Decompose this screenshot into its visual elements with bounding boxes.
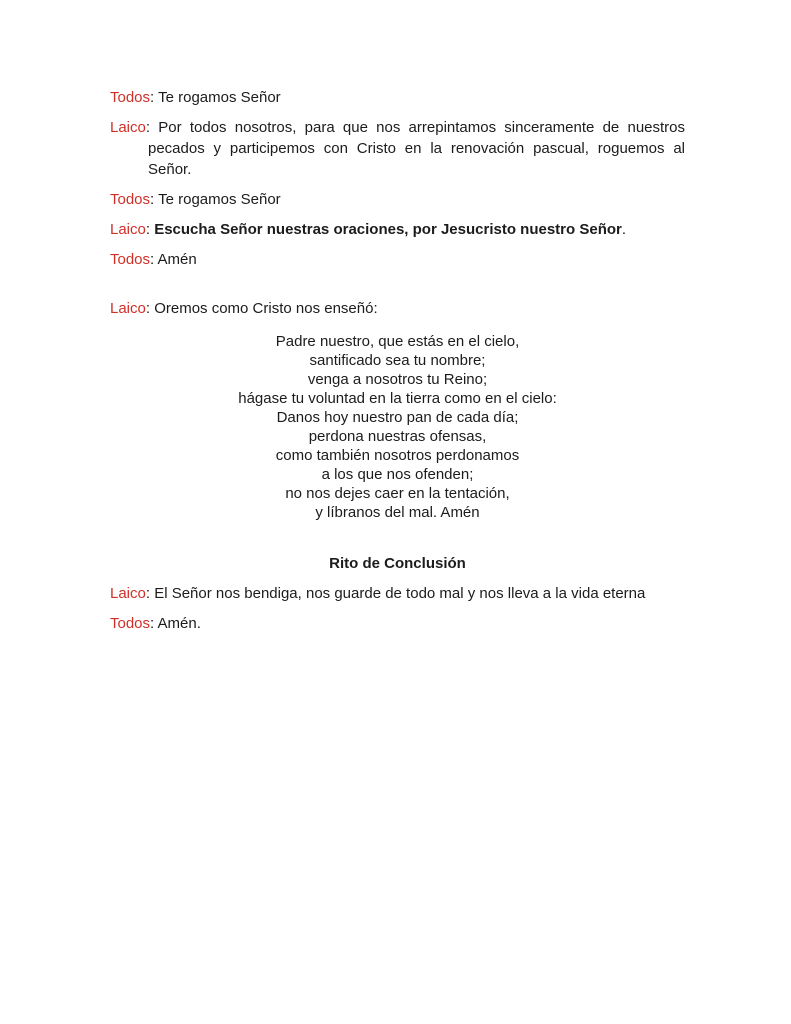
dialogue-line — [110, 117, 685, 180]
prayer-line: a los que nos ofenden; — [321, 466, 474, 483]
dialogue-text: Amén. — [157, 615, 201, 632]
lords-prayer-block — [110, 332, 685, 522]
speaker-colon: : — [150, 191, 155, 208]
prayer-line: santificado sea tu nombre; — [309, 352, 486, 369]
speaker-colon: : — [145, 300, 151, 317]
dialogue-line — [110, 249, 685, 270]
conclusion-heading: Rito de Conclusión — [329, 555, 466, 572]
speaker-colon: : — [150, 251, 155, 268]
prayer-line: Danos hoy nuestro pan de cada día; — [276, 409, 519, 426]
speaker-label: Laico — [110, 300, 146, 317]
dialogue-line — [110, 219, 685, 240]
dialogue-text-suffix: . — [621, 221, 627, 238]
prayer-line: como también nosotros perdonamos — [275, 447, 520, 464]
prayer-line: perdona nuestras ofensas, — [308, 428, 487, 445]
speaker-label: Todos — [110, 89, 151, 106]
prayer-line: no nos dejes caer en la tentación, — [285, 485, 510, 502]
dialogue-text: Amén — [157, 251, 197, 268]
prayer-line: hágase tu voluntad en la tierra como en el cielo: — [238, 390, 557, 407]
dialogue-text: Te rogamos Señor — [158, 191, 281, 208]
speaker-label: Todos — [110, 251, 151, 268]
speaker-colon: : — [150, 89, 155, 106]
dialogue-text: Por todos nosotros, para que nos arrepintamos sinceramente de nuestros pecados y participemos con Cristo en la renovación pascual, roguemos al Señor. — [148, 119, 686, 178]
prayer-line: y líbranos del mal. Amén — [315, 504, 480, 521]
prayer-line: Padre nuestro, que estás en el cielo, — [275, 333, 520, 350]
prayer-line: venga a nosotros tu Reino; — [307, 371, 488, 388]
petitions-section — [110, 87, 685, 319]
dialogue-line — [110, 87, 685, 108]
speaker-colon: : — [145, 221, 151, 238]
speaker-label: Laico — [110, 585, 146, 602]
dialogue-text: El Señor nos bendiga, nos guarde de todo mal y nos lleva a la vida eterna — [154, 585, 646, 602]
dialogue-text: Oremos como Cristo nos enseñó: — [154, 300, 378, 317]
speaker-label: Laico — [110, 119, 146, 136]
dialogue-text: Escucha Señor nuestras oraciones, por Jesucristo nuestro Señor — [154, 221, 622, 238]
speaker-colon: : — [150, 615, 155, 632]
conclusion-section — [110, 583, 685, 634]
speaker-colon: : — [145, 119, 151, 136]
dialogue-line — [110, 189, 685, 210]
speaker-colon: : — [145, 585, 151, 602]
speaker-label: Todos — [110, 615, 151, 632]
dialogue-line — [110, 583, 685, 604]
speaker-label: Laico — [110, 221, 146, 238]
dialogue-line — [110, 613, 685, 634]
speaker-label: Todos — [110, 191, 151, 208]
dialogue-line — [110, 298, 685, 319]
dialogue-text: Te rogamos Señor — [158, 89, 281, 106]
